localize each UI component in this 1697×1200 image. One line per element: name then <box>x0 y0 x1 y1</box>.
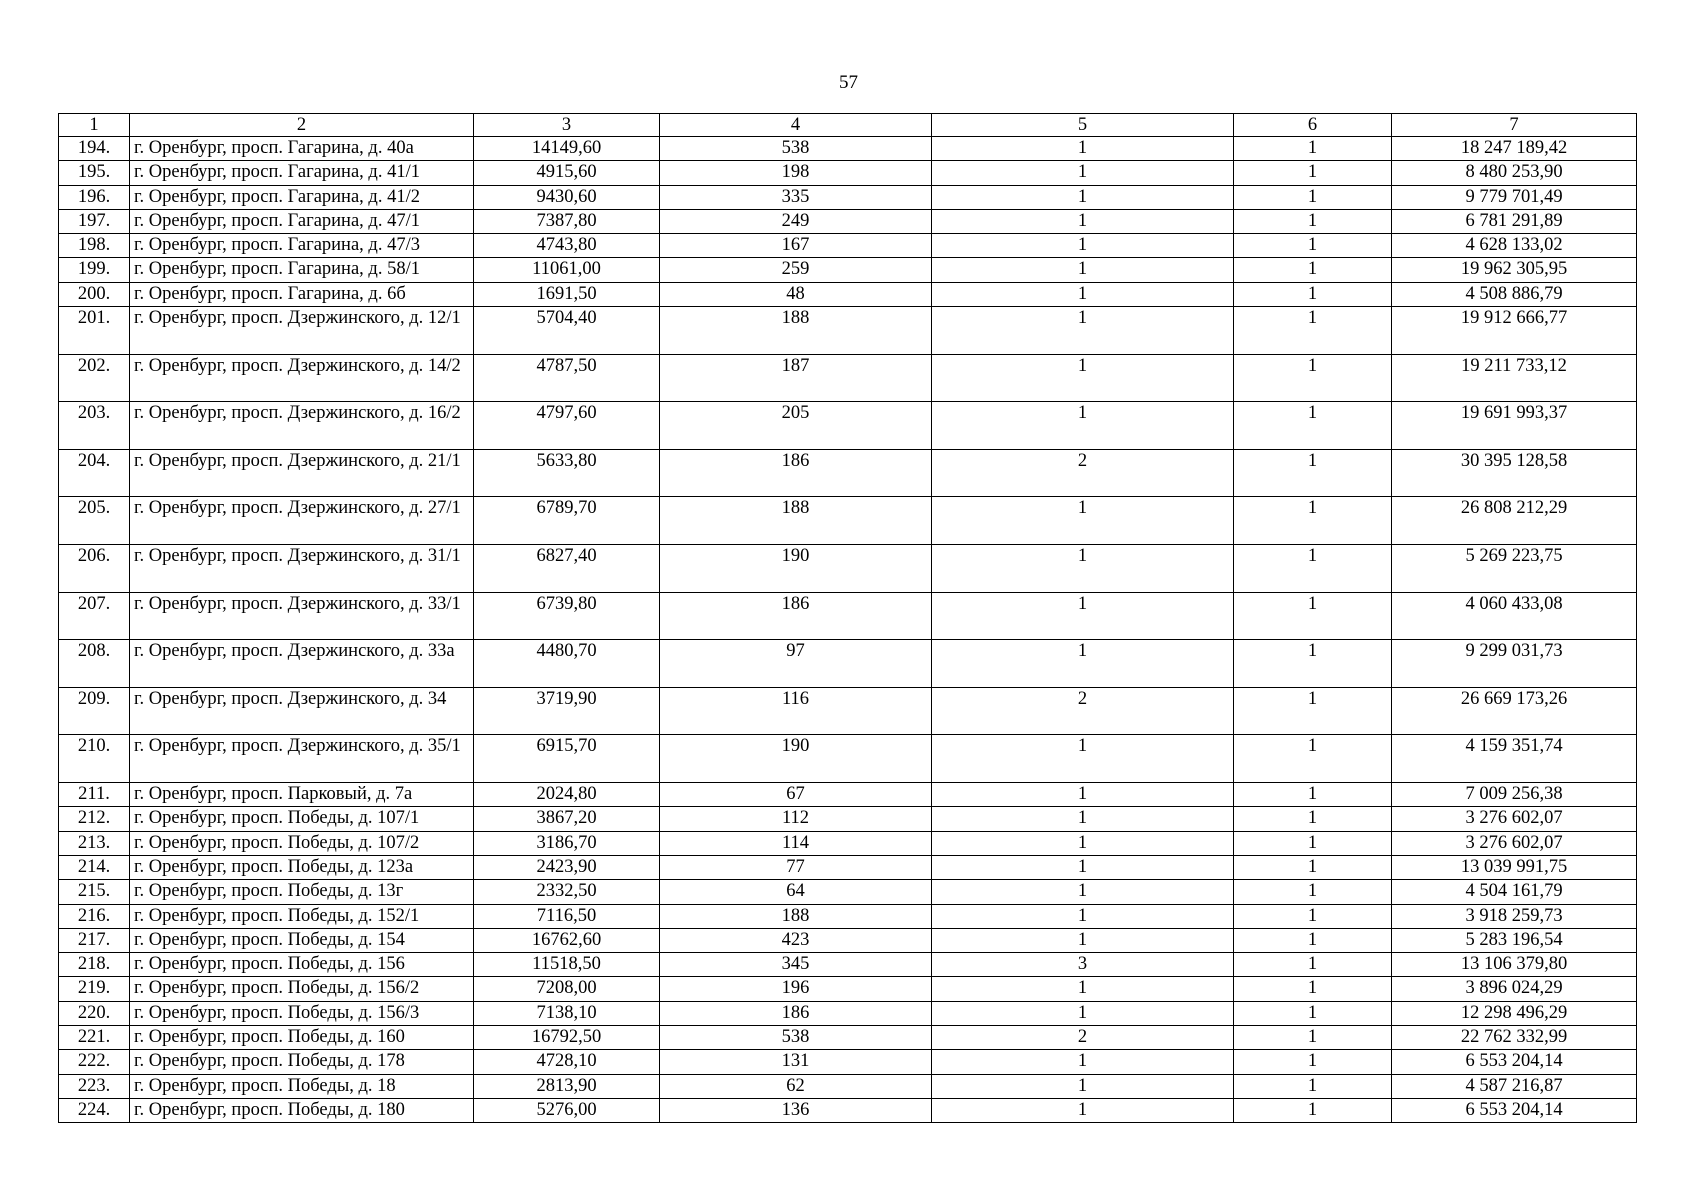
row-index: 196. <box>59 185 130 209</box>
table-row <box>59 1074 1637 1098</box>
column-number-1: 1 <box>59 114 130 137</box>
column-6-value: 1 <box>1234 783 1392 807</box>
count-value: 186 <box>660 1001 932 1025</box>
count-value: 538 <box>660 1025 932 1049</box>
cost-value: 19 912 666,77 <box>1392 307 1637 355</box>
table-row <box>59 640 1637 688</box>
column-6-value: 1 <box>1234 1098 1392 1122</box>
area-value: 4915,60 <box>474 161 660 185</box>
address: г. Оренбург, просп. Победы, д. 156/3 <box>130 1001 474 1025</box>
area-value: 9430,60 <box>474 185 660 209</box>
table-row <box>59 209 1637 233</box>
table-row <box>59 1001 1637 1025</box>
area-value: 4728,10 <box>474 1050 660 1074</box>
column-5-value: 1 <box>932 783 1234 807</box>
row-index: 223. <box>59 1074 130 1098</box>
table-row <box>59 137 1637 161</box>
row-index: 204. <box>59 449 130 497</box>
cost-value: 9 779 701,49 <box>1392 185 1637 209</box>
area-value: 2423,90 <box>474 855 660 879</box>
count-value: 249 <box>660 209 932 233</box>
address: г. Оренбург, просп. Гагарина, д. 41/2 <box>130 185 474 209</box>
cost-value: 4 159 351,74 <box>1392 735 1637 783</box>
column-6-value: 1 <box>1234 258 1392 282</box>
column-5-value: 1 <box>932 185 1234 209</box>
area-value: 4797,60 <box>474 402 660 450</box>
cost-value: 8 480 253,90 <box>1392 161 1637 185</box>
address: г. Оренбург, просп. Дзержинского, д. 27/1 <box>130 497 474 545</box>
cost-value: 12 298 496,29 <box>1392 1001 1637 1025</box>
cost-value: 4 587 216,87 <box>1392 1074 1637 1098</box>
address: г. Оренбург, просп. Победы, д. 160 <box>130 1025 474 1049</box>
cost-value: 4 508 886,79 <box>1392 282 1637 306</box>
column-6-value: 1 <box>1234 354 1392 402</box>
count-value: 48 <box>660 282 932 306</box>
column-5-value: 2 <box>932 687 1234 735</box>
table-row <box>59 258 1637 282</box>
page-number: 57 <box>839 72 858 93</box>
column-6-value: 1 <box>1234 545 1392 593</box>
count-value: 198 <box>660 161 932 185</box>
address: г. Оренбург, просп. Дзержинского, д. 21/1 <box>130 449 474 497</box>
column-number-4: 4 <box>660 114 932 137</box>
column-5-value: 1 <box>932 831 1234 855</box>
row-index: 197. <box>59 209 130 233</box>
column-5-value: 1 <box>932 977 1234 1001</box>
registry-table <box>58 113 1637 1123</box>
column-number-3: 3 <box>474 114 660 137</box>
table-row <box>59 282 1637 306</box>
row-index: 205. <box>59 497 130 545</box>
column-5-value: 1 <box>932 307 1234 355</box>
cost-value: 7 009 256,38 <box>1392 783 1637 807</box>
cost-value: 13 106 379,80 <box>1392 953 1637 977</box>
table-row <box>59 904 1637 928</box>
row-index: 221. <box>59 1025 130 1049</box>
column-6-value: 1 <box>1234 687 1392 735</box>
count-value: 190 <box>660 735 932 783</box>
column-5-value: 1 <box>932 137 1234 161</box>
table-row <box>59 449 1637 497</box>
address: г. Оренбург, просп. Дзержинского, д. 34 <box>130 687 474 735</box>
address: г. Оренбург, просп. Победы, д. 178 <box>130 1050 474 1074</box>
row-index: 215. <box>59 880 130 904</box>
table-row <box>59 161 1637 185</box>
cost-value: 26 669 173,26 <box>1392 687 1637 735</box>
cost-value: 19 691 993,37 <box>1392 402 1637 450</box>
row-index: 198. <box>59 234 130 258</box>
column-6-value: 1 <box>1234 855 1392 879</box>
address: г. Оренбург, просп. Победы, д. 154 <box>130 928 474 952</box>
address: г. Оренбург, просп. Победы, д. 13г <box>130 880 474 904</box>
column-5-value: 1 <box>932 234 1234 258</box>
column-5-value: 1 <box>932 735 1234 783</box>
count-value: 423 <box>660 928 932 952</box>
column-5-value: 1 <box>932 402 1234 450</box>
cost-value: 4 504 161,79 <box>1392 880 1637 904</box>
column-6-value: 1 <box>1234 953 1392 977</box>
cost-value: 26 808 212,29 <box>1392 497 1637 545</box>
table-row <box>59 545 1637 593</box>
column-5-value: 1 <box>932 1098 1234 1122</box>
count-value: 188 <box>660 307 932 355</box>
table-row <box>59 807 1637 831</box>
table-row <box>59 1050 1637 1074</box>
count-value: 167 <box>660 234 932 258</box>
count-value: 196 <box>660 977 932 1001</box>
address: г. Оренбург, просп. Победы, д. 107/1 <box>130 807 474 831</box>
row-index: 218. <box>59 953 130 977</box>
address: г. Оренбург, просп. Гагарина, д. 47/3 <box>130 234 474 258</box>
column-6-value: 1 <box>1234 831 1392 855</box>
cost-value: 3 918 259,73 <box>1392 904 1637 928</box>
address: г. Оренбург, просп. Дзержинского, д. 35/1 <box>130 735 474 783</box>
area-value: 4787,50 <box>474 354 660 402</box>
cost-value: 3 276 602,07 <box>1392 807 1637 831</box>
column-6-value: 1 <box>1234 161 1392 185</box>
table-header-row <box>59 114 1637 137</box>
address: г. Оренбург, просп. Победы, д. 123а <box>130 855 474 879</box>
registry-table-body <box>59 114 1637 1123</box>
column-5-value: 1 <box>932 807 1234 831</box>
area-value: 7138,10 <box>474 1001 660 1025</box>
cost-value: 19 211 733,12 <box>1392 354 1637 402</box>
area-value: 4743,80 <box>474 234 660 258</box>
row-index: 209. <box>59 687 130 735</box>
column-6-value: 1 <box>1234 640 1392 688</box>
row-index: 206. <box>59 545 130 593</box>
column-5-value: 3 <box>932 953 1234 977</box>
column-5-value: 1 <box>932 855 1234 879</box>
count-value: 131 <box>660 1050 932 1074</box>
table-row <box>59 1025 1637 1049</box>
row-index: 207. <box>59 592 130 640</box>
address: г. Оренбург, просп. Победы, д. 156 <box>130 953 474 977</box>
column-number-5: 5 <box>932 114 1234 137</box>
area-value: 16792,50 <box>474 1025 660 1049</box>
count-value: 116 <box>660 687 932 735</box>
column-6-value: 1 <box>1234 209 1392 233</box>
table-row <box>59 831 1637 855</box>
column-5-value: 1 <box>932 1001 1234 1025</box>
address: г. Оренбург, просп. Гагарина, д. 47/1 <box>130 209 474 233</box>
area-value: 6739,80 <box>474 592 660 640</box>
table-row <box>59 953 1637 977</box>
count-value: 114 <box>660 831 932 855</box>
column-5-value: 1 <box>932 880 1234 904</box>
column-5-value: 1 <box>932 282 1234 306</box>
count-value: 538 <box>660 137 932 161</box>
table-row <box>59 783 1637 807</box>
column-5-value: 1 <box>932 258 1234 282</box>
row-index: 217. <box>59 928 130 952</box>
table-row <box>59 185 1637 209</box>
column-5-value: 1 <box>932 354 1234 402</box>
address: г. Оренбург, просп. Гагарина, д. 40а <box>130 137 474 161</box>
row-index: 216. <box>59 904 130 928</box>
column-5-value: 2 <box>932 449 1234 497</box>
count-value: 345 <box>660 953 932 977</box>
area-value: 11518,50 <box>474 953 660 977</box>
area-value: 5633,80 <box>474 449 660 497</box>
row-index: 213. <box>59 831 130 855</box>
count-value: 186 <box>660 449 932 497</box>
column-5-value: 1 <box>932 545 1234 593</box>
column-number-7: 7 <box>1392 114 1637 137</box>
cost-value: 4 060 433,08 <box>1392 592 1637 640</box>
row-index: 199. <box>59 258 130 282</box>
address: г. Оренбург, просп. Дзержинского, д. 31/1 <box>130 545 474 593</box>
address: г. Оренбург, просп. Дзержинского, д. 33а <box>130 640 474 688</box>
column-6-value: 1 <box>1234 735 1392 783</box>
column-5-value: 1 <box>932 1074 1234 1098</box>
area-value: 2332,50 <box>474 880 660 904</box>
row-index: 222. <box>59 1050 130 1074</box>
cost-value: 30 395 128,58 <box>1392 449 1637 497</box>
cost-value: 13 039 991,75 <box>1392 855 1637 879</box>
area-value: 1691,50 <box>474 282 660 306</box>
column-6-value: 1 <box>1234 592 1392 640</box>
column-6-value: 1 <box>1234 497 1392 545</box>
address: г. Оренбург, просп. Победы, д. 18 <box>130 1074 474 1098</box>
address: г. Оренбург, просп. Победы, д. 180 <box>130 1098 474 1122</box>
column-6-value: 1 <box>1234 137 1392 161</box>
column-6-value: 1 <box>1234 1050 1392 1074</box>
column-6-value: 1 <box>1234 402 1392 450</box>
table-row <box>59 402 1637 450</box>
count-value: 187 <box>660 354 932 402</box>
row-index: 212. <box>59 807 130 831</box>
area-value: 6789,70 <box>474 497 660 545</box>
area-value: 3719,90 <box>474 687 660 735</box>
area-value: 16762,60 <box>474 928 660 952</box>
row-index: 210. <box>59 735 130 783</box>
address: г. Оренбург, просп. Гагарина, д. 6б <box>130 282 474 306</box>
column-6-value: 1 <box>1234 1001 1392 1025</box>
row-index: 208. <box>59 640 130 688</box>
count-value: 188 <box>660 904 932 928</box>
cost-value: 6 553 204,14 <box>1392 1050 1637 1074</box>
row-index: 202. <box>59 354 130 402</box>
area-value: 6915,70 <box>474 735 660 783</box>
area-value: 3186,70 <box>474 831 660 855</box>
column-6-value: 1 <box>1234 449 1392 497</box>
table-row <box>59 928 1637 952</box>
column-6-value: 1 <box>1234 234 1392 258</box>
column-5-value: 1 <box>932 209 1234 233</box>
table-row <box>59 1098 1637 1122</box>
row-index: 224. <box>59 1098 130 1122</box>
row-index: 194. <box>59 137 130 161</box>
table-row <box>59 977 1637 1001</box>
table-row <box>59 592 1637 640</box>
address: г. Оренбург, просп. Победы, д. 152/1 <box>130 904 474 928</box>
column-6-value: 1 <box>1234 307 1392 355</box>
count-value: 186 <box>660 592 932 640</box>
column-5-value: 1 <box>932 904 1234 928</box>
row-index: 214. <box>59 855 130 879</box>
count-value: 97 <box>660 640 932 688</box>
cost-value: 5 269 223,75 <box>1392 545 1637 593</box>
column-6-value: 1 <box>1234 282 1392 306</box>
row-index: 211. <box>59 783 130 807</box>
count-value: 64 <box>660 880 932 904</box>
area-value: 5276,00 <box>474 1098 660 1122</box>
row-index: 200. <box>59 282 130 306</box>
row-index: 220. <box>59 1001 130 1025</box>
column-6-value: 1 <box>1234 185 1392 209</box>
table-row <box>59 497 1637 545</box>
column-5-value: 1 <box>932 161 1234 185</box>
column-5-value: 1 <box>932 592 1234 640</box>
area-value: 6827,40 <box>474 545 660 593</box>
table-row <box>59 234 1637 258</box>
table-row <box>59 880 1637 904</box>
cost-value: 18 247 189,42 <box>1392 137 1637 161</box>
column-6-value: 1 <box>1234 1074 1392 1098</box>
table-row <box>59 735 1637 783</box>
table-row <box>59 307 1637 355</box>
count-value: 67 <box>660 783 932 807</box>
area-value: 2813,90 <box>474 1074 660 1098</box>
count-value: 190 <box>660 545 932 593</box>
count-value: 335 <box>660 185 932 209</box>
column-number-6: 6 <box>1234 114 1392 137</box>
count-value: 188 <box>660 497 932 545</box>
address: г. Оренбург, просп. Дзержинского, д. 14/2 <box>130 354 474 402</box>
address: г. Оренбург, просп. Дзержинского, д. 33/1 <box>130 592 474 640</box>
cost-value: 19 962 305,95 <box>1392 258 1637 282</box>
table-row <box>59 354 1637 402</box>
area-value: 4480,70 <box>474 640 660 688</box>
cost-value: 5 283 196,54 <box>1392 928 1637 952</box>
cost-value: 3 896 024,29 <box>1392 977 1637 1001</box>
row-index: 195. <box>59 161 130 185</box>
area-value: 7208,00 <box>474 977 660 1001</box>
cost-value: 4 628 133,02 <box>1392 234 1637 258</box>
column-5-value: 1 <box>932 1050 1234 1074</box>
count-value: 62 <box>660 1074 932 1098</box>
cost-value: 6 553 204,14 <box>1392 1098 1637 1122</box>
area-value: 11061,00 <box>474 258 660 282</box>
cost-value: 22 762 332,99 <box>1392 1025 1637 1049</box>
area-value: 3867,20 <box>474 807 660 831</box>
cost-value: 6 781 291,89 <box>1392 209 1637 233</box>
count-value: 205 <box>660 402 932 450</box>
cost-value: 9 299 031,73 <box>1392 640 1637 688</box>
column-6-value: 1 <box>1234 928 1392 952</box>
address: г. Оренбург, просп. Победы, д. 156/2 <box>130 977 474 1001</box>
column-6-value: 1 <box>1234 880 1392 904</box>
column-6-value: 1 <box>1234 807 1392 831</box>
address: г. Оренбург, просп. Дзержинского, д. 16/2 <box>130 402 474 450</box>
area-value: 14149,60 <box>474 137 660 161</box>
row-index: 219. <box>59 977 130 1001</box>
row-index: 201. <box>59 307 130 355</box>
column-6-value: 1 <box>1234 904 1392 928</box>
column-5-value: 2 <box>932 1025 1234 1049</box>
column-5-value: 1 <box>932 640 1234 688</box>
address: г. Оренбург, просп. Победы, д. 107/2 <box>130 831 474 855</box>
table-row <box>59 855 1637 879</box>
area-value: 5704,40 <box>474 307 660 355</box>
area-value: 7387,80 <box>474 209 660 233</box>
area-value: 2024,80 <box>474 783 660 807</box>
address: г. Оренбург, просп. Гагарина, д. 41/1 <box>130 161 474 185</box>
column-5-value: 1 <box>932 497 1234 545</box>
count-value: 112 <box>660 807 932 831</box>
count-value: 77 <box>660 855 932 879</box>
table-row <box>59 687 1637 735</box>
row-index: 203. <box>59 402 130 450</box>
cost-value: 3 276 602,07 <box>1392 831 1637 855</box>
address: г. Оренбург, просп. Гагарина, д. 58/1 <box>130 258 474 282</box>
address: г. Оренбург, просп. Дзержинского, д. 12/1 <box>130 307 474 355</box>
column-6-value: 1 <box>1234 977 1392 1001</box>
column-number-2: 2 <box>130 114 474 137</box>
area-value: 7116,50 <box>474 904 660 928</box>
count-value: 136 <box>660 1098 932 1122</box>
column-5-value: 1 <box>932 928 1234 952</box>
count-value: 259 <box>660 258 932 282</box>
column-6-value: 1 <box>1234 1025 1392 1049</box>
address: г. Оренбург, просп. Парковый, д. 7а <box>130 783 474 807</box>
